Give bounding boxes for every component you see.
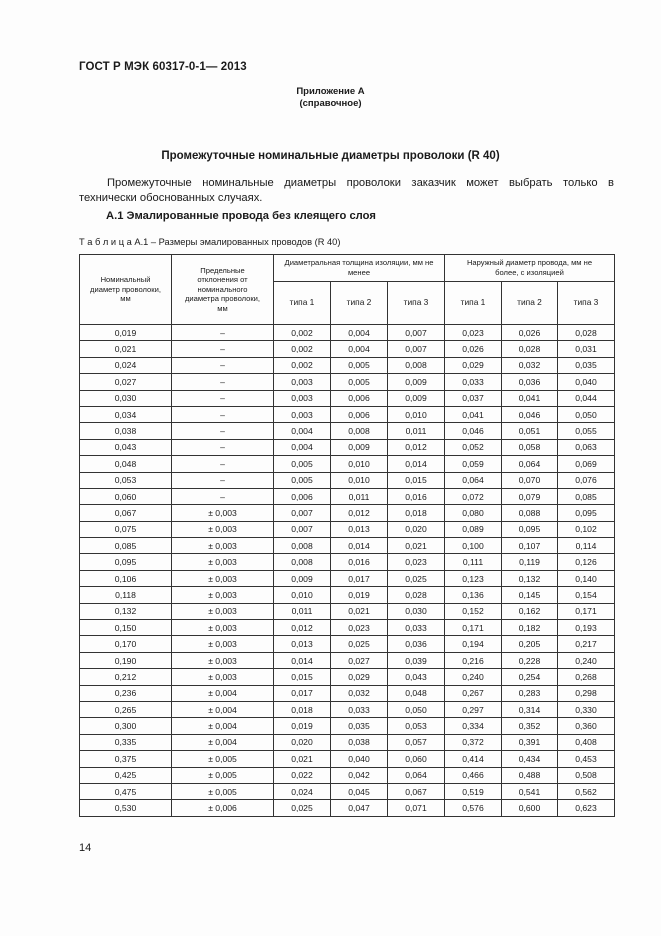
table-cell: 0,488 [502,767,558,783]
table-cell: 0,254 [502,669,558,685]
table-cell: 0,140 [558,570,615,586]
table-cell: 0,119 [502,554,558,570]
table-cell: 0,030 [388,603,445,619]
table-cell: ± 0,004 [172,701,274,717]
table-cell: 0,023 [445,325,502,341]
table-cell: 0,541 [502,783,558,799]
table-cell: 0,051 [502,423,558,439]
table-cell: 0,005 [274,456,331,472]
header-type-1: типа 1 [274,282,331,325]
table-cell: 0,025 [331,636,388,652]
table-cell: 0,052 [445,439,502,455]
table-cell: 0,016 [331,554,388,570]
table-cell: 0,029 [445,357,502,373]
page-number: 14 [79,842,92,854]
table-cell: 0,069 [558,456,615,472]
table-cell: 0,132 [502,570,558,586]
table-cell: ± 0,005 [172,783,274,799]
table-cell: 0,100 [445,538,502,554]
table-cell: 0,118 [80,587,172,603]
table-cell: 0,152 [445,603,502,619]
table-cell: 0,017 [331,570,388,586]
table-cell: 0,028 [558,325,615,341]
table-cell: 0,095 [80,554,172,570]
table-cell: ± 0,003 [172,603,274,619]
header-deviation: Предельные отклонения от номинального диаметра проволоки, мм [172,255,274,325]
table-cell: 0,021 [388,538,445,554]
table-cell: 0,003 [274,406,331,422]
table-cell: 0,021 [80,341,172,357]
table-cell: 0,008 [388,357,445,373]
table-cell: 0,038 [80,423,172,439]
table-cell: 0,042 [331,767,388,783]
header-type-4: типа 1 [445,282,502,325]
table-cell: 0,009 [331,439,388,455]
table-cell: 0,240 [445,669,502,685]
header-type-6: типа 3 [558,282,615,325]
table-cell: 0,053 [80,472,172,488]
table-cell: 0,008 [331,423,388,439]
table-cell: 0,043 [388,669,445,685]
table-cell: 0,022 [274,767,331,783]
table-row [80,357,615,373]
table-cell: 0,007 [274,505,331,521]
table-cell: 0,019 [274,718,331,734]
table-cell: 0,023 [388,554,445,570]
table-cell: 0,194 [445,636,502,652]
table-cell: 0,070 [502,472,558,488]
table-cell: 0,193 [558,620,615,636]
table-cell: 0,623 [558,800,615,816]
table-cell: – [172,390,274,406]
table-cell: – [172,439,274,455]
table-row [80,423,615,439]
table-cell: 0,003 [274,374,331,390]
table-cell: 0,013 [331,521,388,537]
table-cell: 0,600 [502,800,558,816]
table-row [80,406,615,422]
document-header: ГОСТ Р МЭК 60317-0-1— 2013 [79,61,247,73]
table-cell: 0,048 [388,685,445,701]
table-cell: 0,014 [331,538,388,554]
table-cell: 0,012 [274,620,331,636]
table-cell: – [172,406,274,422]
table-cell: 0,240 [558,652,615,668]
table-cell: 0,267 [445,685,502,701]
header-nominal-diameter: Номинальный диаметр проволоки, мм [80,255,172,325]
table-cell: 0,123 [445,570,502,586]
table-cell: 0,375 [80,751,172,767]
table-row [80,390,615,406]
table-row [80,488,615,504]
table-cell: 0,466 [445,767,502,783]
table-cell: 0,372 [445,734,502,750]
table-cell: ± 0,003 [172,669,274,685]
table-cell: 0,330 [558,701,615,717]
table-cell: 0,002 [274,341,331,357]
table-cell: – [172,374,274,390]
annex-title: Приложение А [296,86,365,97]
table-row [80,767,615,783]
table-cell: 0,562 [558,783,615,799]
table-cell: 0,095 [558,505,615,521]
table-cell: 0,010 [331,472,388,488]
table-cell: 0,018 [274,701,331,717]
table-cell: 0,576 [445,800,502,816]
table-cell: 0,014 [388,456,445,472]
table-cell: 0,032 [502,357,558,373]
table-row [80,603,615,619]
table-cell: 0,030 [80,390,172,406]
table-cell: 0,033 [331,701,388,717]
table-cell: 0,171 [558,603,615,619]
table-cell: 0,020 [388,521,445,537]
table-row [80,456,615,472]
table-cell: 0,067 [388,783,445,799]
table-cell: 0,010 [274,587,331,603]
table-cell: 0,015 [274,669,331,685]
table-row [80,652,615,668]
table-cell: 0,391 [502,734,558,750]
table-cell: 0,063 [558,439,615,455]
table-cell: 0,009 [274,570,331,586]
table-cell: 0,041 [502,390,558,406]
table-cell: – [172,325,274,341]
table-cell: ± 0,004 [172,734,274,750]
table-cell: 0,007 [388,341,445,357]
table-cell: 0,335 [80,734,172,750]
table-cell: 0,519 [445,783,502,799]
table-cell: 0,085 [558,488,615,504]
table-cell: ± 0,004 [172,685,274,701]
table-cell: 0,057 [388,734,445,750]
table-row [80,718,615,734]
table-cell: 0,021 [274,751,331,767]
table-cell: 0,079 [502,488,558,504]
table-caption: Т а б л и ц а А.1 – Размеры эмалированных проводов (R 40) [79,237,341,247]
table-cell: 0,010 [331,456,388,472]
table-cell: 0,015 [388,472,445,488]
table-row [80,341,615,357]
table-cell: 0,014 [274,652,331,668]
table-cell: 0,453 [558,751,615,767]
table-cell: 0,265 [80,701,172,717]
table-row [80,587,615,603]
table-cell: 0,360 [558,718,615,734]
table-cell: 0,013 [274,636,331,652]
table-cell: 0,033 [388,620,445,636]
table-cell: – [172,423,274,439]
table-cell: 0,171 [445,620,502,636]
table-cell: ± 0,003 [172,652,274,668]
table-cell: 0,508 [558,767,615,783]
header-insulation-thickness: Диаметральная толщина изоляции, мм не менее [274,255,445,282]
table-cell: 0,046 [502,406,558,422]
table-cell: 0,060 [80,488,172,504]
table-cell: 0,032 [331,685,388,701]
table-row [80,439,615,455]
table-cell: 0,150 [80,620,172,636]
table-cell: 0,408 [558,734,615,750]
table-cell: 0,352 [502,718,558,734]
table-row [80,783,615,799]
table-cell: 0,036 [502,374,558,390]
table-row [80,751,615,767]
table-cell: 0,228 [502,652,558,668]
table-cell: 0,283 [502,685,558,701]
table-row [80,554,615,570]
table-cell: 0,005 [274,472,331,488]
table-cell: 0,011 [331,488,388,504]
header-type-5: типа 2 [502,282,558,325]
table-cell: 0,314 [502,701,558,717]
table-cell: 0,170 [80,636,172,652]
table-cell: 0,006 [331,406,388,422]
table-cell: 0,058 [502,439,558,455]
table-cell: 0,043 [80,439,172,455]
table-cell: 0,111 [445,554,502,570]
table-cell: 0,425 [80,767,172,783]
table-cell: 0,102 [558,521,615,537]
table-cell: ± 0,003 [172,587,274,603]
table-cell: 0,216 [445,652,502,668]
table-row [80,538,615,554]
table-cell: 0,004 [331,341,388,357]
table-cell: ± 0,005 [172,767,274,783]
table-row [80,800,615,816]
table-cell: ± 0,003 [172,620,274,636]
table-cell: 0,020 [274,734,331,750]
table-cell: 0,018 [388,505,445,521]
table-cell: 0,126 [558,554,615,570]
table-cell: ± 0,003 [172,538,274,554]
table-cell: 0,028 [502,341,558,357]
table-cell: 0,040 [331,751,388,767]
annex-heading [0,86,661,110]
table-cell: 0,067 [80,505,172,521]
table-cell: 0,114 [558,538,615,554]
header-type-2: типа 2 [331,282,388,325]
table-cell: ± 0,006 [172,800,274,816]
table-cell: 0,011 [388,423,445,439]
table-cell: 0,154 [558,587,615,603]
table-cell: 0,047 [331,800,388,816]
table-cell: 0,012 [388,439,445,455]
table-cell: 0,024 [274,783,331,799]
table-cell: 0,004 [274,423,331,439]
table-cell: 0,004 [331,325,388,341]
table-cell: 0,024 [80,357,172,373]
table-cell: ± 0,003 [172,570,274,586]
table-row [80,505,615,521]
table-cell: 0,045 [331,783,388,799]
header-type-3: типа 3 [388,282,445,325]
table-row [80,521,615,537]
table-cell: 0,475 [80,783,172,799]
table-cell: – [172,456,274,472]
table-cell: 0,298 [558,685,615,701]
table-cell: 0,089 [445,521,502,537]
table-cell: 0,046 [445,423,502,439]
table-cell: 0,050 [388,701,445,717]
table-cell: 0,064 [445,472,502,488]
table-cell: 0,021 [331,603,388,619]
table-cell: 0,041 [445,406,502,422]
table-cell: 0,236 [80,685,172,701]
table-cell: ± 0,003 [172,554,274,570]
table-cell: 0,033 [445,374,502,390]
table-cell: 0,212 [80,669,172,685]
table-cell: 0,085 [80,538,172,554]
table-cell: 0,019 [331,587,388,603]
table-cell: 0,064 [388,767,445,783]
table-cell: 0,106 [80,570,172,586]
table-cell: 0,190 [80,652,172,668]
table-cell: 0,080 [445,505,502,521]
table-cell: 0,037 [445,390,502,406]
table-row [80,570,615,586]
table-cell: 0,008 [274,554,331,570]
table-cell: 0,048 [80,456,172,472]
table-cell: 0,017 [274,685,331,701]
table-cell: ± 0,003 [172,505,274,521]
table-cell: ± 0,003 [172,636,274,652]
table-cell: 0,107 [502,538,558,554]
table-cell: 0,297 [445,701,502,717]
table-cell: 0,050 [558,406,615,422]
table-row [80,325,615,341]
table-cell: – [172,488,274,504]
dimensions-table [79,254,615,817]
table-row [80,374,615,390]
table-cell: 0,059 [445,456,502,472]
table-cell: 0,434 [502,751,558,767]
table-cell: 0,182 [502,620,558,636]
table-cell: ± 0,004 [172,718,274,734]
table-row [80,734,615,750]
table-cell: 0,162 [502,603,558,619]
table-cell: 0,005 [331,374,388,390]
table-cell: 0,011 [274,603,331,619]
table-cell: 0,034 [80,406,172,422]
table-cell: 0,004 [274,439,331,455]
table-cell: 0,414 [445,751,502,767]
table-row [80,669,615,685]
table-cell: 0,060 [388,751,445,767]
section-heading: А.1 Эмалированные провода без клеящего слоя [106,210,376,222]
table-cell: 0,136 [445,587,502,603]
table-cell: 0,053 [388,718,445,734]
table-cell: 0,039 [388,652,445,668]
table-cell: 0,007 [388,325,445,341]
table-cell: 0,029 [331,669,388,685]
table-cell: – [172,357,274,373]
table-cell: 0,027 [331,652,388,668]
table-row [80,472,615,488]
table-cell: 0,076 [558,472,615,488]
table-cell: 0,025 [274,800,331,816]
table-cell: 0,055 [558,423,615,439]
table-cell: 0,006 [331,390,388,406]
table-cell: 0,026 [445,341,502,357]
table-cell: 0,035 [331,718,388,734]
table-cell: 0,072 [445,488,502,504]
table-cell: ± 0,003 [172,521,274,537]
table-cell: 0,095 [502,521,558,537]
table-cell: 0,009 [388,374,445,390]
table-cell: 0,035 [558,357,615,373]
annex-subtitle: (справочное) [299,98,362,109]
table-cell: 0,075 [80,521,172,537]
table-cell: 0,040 [558,374,615,390]
table-cell: 0,002 [274,325,331,341]
table-cell: 0,217 [558,636,615,652]
table-cell: 0,003 [274,390,331,406]
table-cell: 0,530 [80,800,172,816]
table-cell: 0,023 [331,620,388,636]
table-cell: 0,012 [331,505,388,521]
table-row [80,701,615,717]
table-cell: 0,088 [502,505,558,521]
table-cell: 0,145 [502,587,558,603]
table-cell: 0,009 [388,390,445,406]
intro-paragraph: Промежуточные номинальные диаметры проволоки заказчик может выбрать только в технически обоснованных случаях. [79,177,614,204]
table-cell: 0,300 [80,718,172,734]
table-cell: 0,028 [388,587,445,603]
header-outer-diameter: Наружный диаметр провода, мм не более, с изоляцией [445,255,615,282]
table-cell: 0,031 [558,341,615,357]
table-cell: 0,008 [274,538,331,554]
table-cell: 0,132 [80,603,172,619]
table-row [80,620,615,636]
table-cell: 0,006 [274,488,331,504]
table-cell: 0,005 [331,357,388,373]
table-cell: – [172,472,274,488]
table-cell: 0,019 [80,325,172,341]
table-cell: 0,044 [558,390,615,406]
table-cell: 0,002 [274,357,331,373]
table-cell: 0,027 [80,374,172,390]
table-cell: 0,026 [502,325,558,341]
table-cell: 0,071 [388,800,445,816]
table-row [80,636,615,652]
table-cell: 0,205 [502,636,558,652]
table-cell: 0,334 [445,718,502,734]
table-row [80,685,615,701]
table-cell: 0,268 [558,669,615,685]
page-title: Промежуточные номинальные диаметры проволоки (R 40) [161,150,500,162]
table-cell: 0,025 [388,570,445,586]
table-cell: 0,038 [331,734,388,750]
table-cell: ± 0,005 [172,751,274,767]
table-cell: 0,036 [388,636,445,652]
table-cell: 0,064 [502,456,558,472]
table-cell: – [172,341,274,357]
table-cell: 0,010 [388,406,445,422]
table-cell: 0,007 [274,521,331,537]
table-cell: 0,016 [388,488,445,504]
